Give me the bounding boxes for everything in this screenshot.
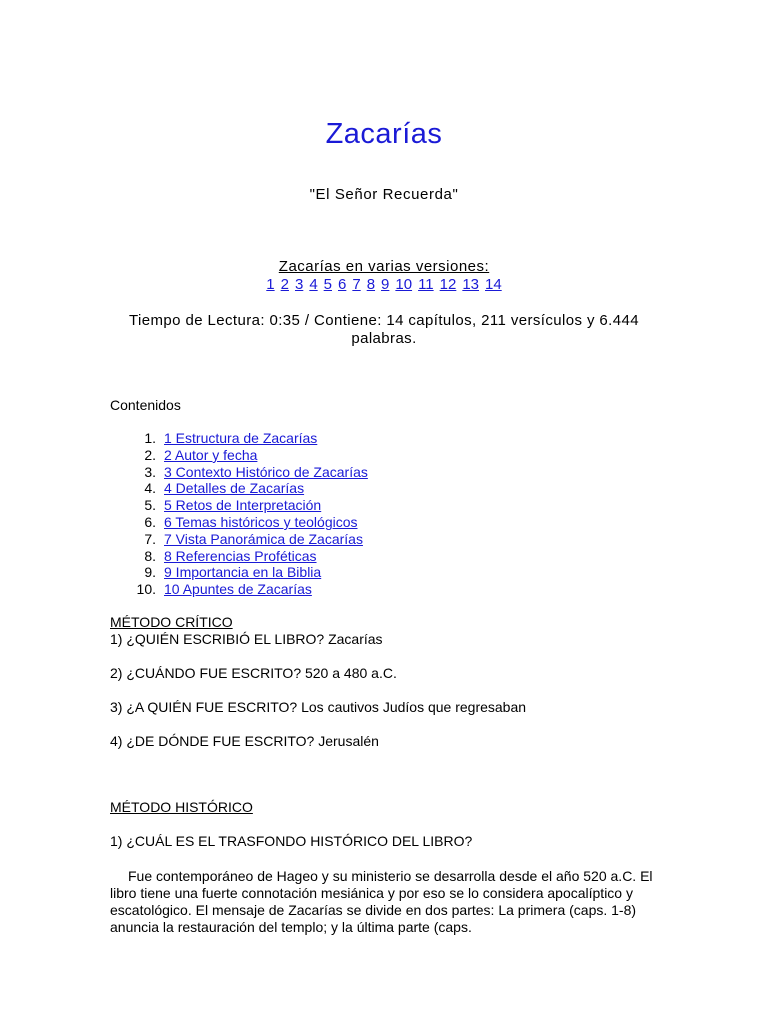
toc-item-link[interactable]: 8 Referencias Proféticas [164,547,317,564]
toc-item [110,497,368,514]
version-link-1[interactable]: 1 [266,276,275,293]
version-link-3[interactable]: 3 [294,276,304,293]
version-link-12[interactable]: 12 [439,276,457,293]
toc-item-number: 9. [144,564,156,581]
toc-item-link[interactable]: 9 Importancia en la Biblia [164,564,322,581]
historical-method-heading: MÉTODO HISTÓRICO [110,799,253,815]
toc-item [110,531,368,548]
toc-item-number: 10. [136,581,156,598]
version-link-7[interactable]: 7 [352,276,361,293]
toc-item-number: 4. [144,480,156,497]
version-link-14[interactable]: 14 [485,276,502,293]
version-link-4[interactable]: 4 [309,276,318,293]
toc-item-number: 5. [144,497,156,514]
critical-question-4: 4) ¿DE DÓNDE FUE ESCRITO? Jerusalén [110,733,379,749]
version-link-9[interactable]: 9 [381,276,390,293]
toc-item [110,430,368,447]
toc-item-number: 3. [144,463,156,480]
reading-info: Tiempo de Lectura: 0:35 / Contiene: 14 capítulos, 211 versículos y 6.444 palabras. [129,312,639,347]
toc-item [110,564,368,581]
toc-item [110,581,368,598]
version-link-5[interactable]: 5 [323,276,332,293]
toc-item-number: 7. [144,530,156,547]
toc-item-link[interactable]: 2 Autor y fecha [164,446,258,463]
version-link-2[interactable]: 2 [280,276,289,293]
version-link-6[interactable]: 6 [338,276,347,293]
critical-question-3: 3) ¿A QUIÉN FUE ESCRITO? Los cautivos Judíos que regresaban [110,699,527,715]
toc-item [110,514,368,531]
version-link-11[interactable]: 11 [418,276,434,293]
critical-question-2: 2) ¿CUÁNDO FUE ESCRITO? 520 a 480 a.C. [110,665,397,681]
toc-item [110,548,368,565]
toc-item [110,447,368,464]
critical-method-heading: MÉTODO CRÍTICO [110,614,233,630]
table-of-contents [110,430,368,598]
toc-item-link[interactable]: 5 Retos de Interpretación [164,497,322,514]
contents-label: Contenidos [110,397,181,413]
historical-question-1: 1) ¿CUÁL ES EL TRASFONDO HISTÓRICO DEL LIBRO? [110,833,473,849]
toc-item-link[interactable]: 7 Vista Panorámica de Zacarías [164,530,363,547]
toc-item-number: 8. [144,547,156,564]
page-subtitle: "El Señor Recuerda" [309,186,459,203]
version-link-10[interactable]: 10 [395,276,413,293]
toc-item-number: 6. [144,513,156,530]
toc-item [110,464,368,481]
critical-question-1: 1) ¿QUIÉN ESCRIBIÓ EL LIBRO? Zacarías [110,631,383,647]
versions-label: Zacarías en varias versiones: [278,258,490,275]
toc-item-link[interactable]: 1 Estructura de Zacarías [164,430,318,446]
toc-item-link[interactable]: 10 Apuntes de Zacarías [164,581,312,598]
version-link-13[interactable]: 13 [462,276,480,293]
toc-item-link[interactable]: 4 Detalles de Zacarías [164,480,305,497]
historical-paragraph: Fue contemporáneo de Hageo y su ministerio se desarrolla desde el año 520 a.C. El libro tiene una fuerte connotación mesiánica y por eso se lo considera apocalíptico y escatológico. El mensaje de Zacarías se divide en dos partes: La primera (caps. 1-8) anuncia la restauración del templo; y la última parte (caps. [110,868,653,935]
version-link-8[interactable]: 8 [366,276,376,293]
toc-item-number: 1. [144,430,156,446]
versions-links [0,276,768,293]
toc-item-link[interactable]: 3 Contexto Histórico de Zacarías [164,463,368,480]
toc-item-link[interactable]: 6 Temas históricos y teológicos [164,513,358,530]
toc-item [110,480,368,497]
toc-item-number: 2. [144,446,156,463]
page-title: Zacarías [325,118,443,150]
